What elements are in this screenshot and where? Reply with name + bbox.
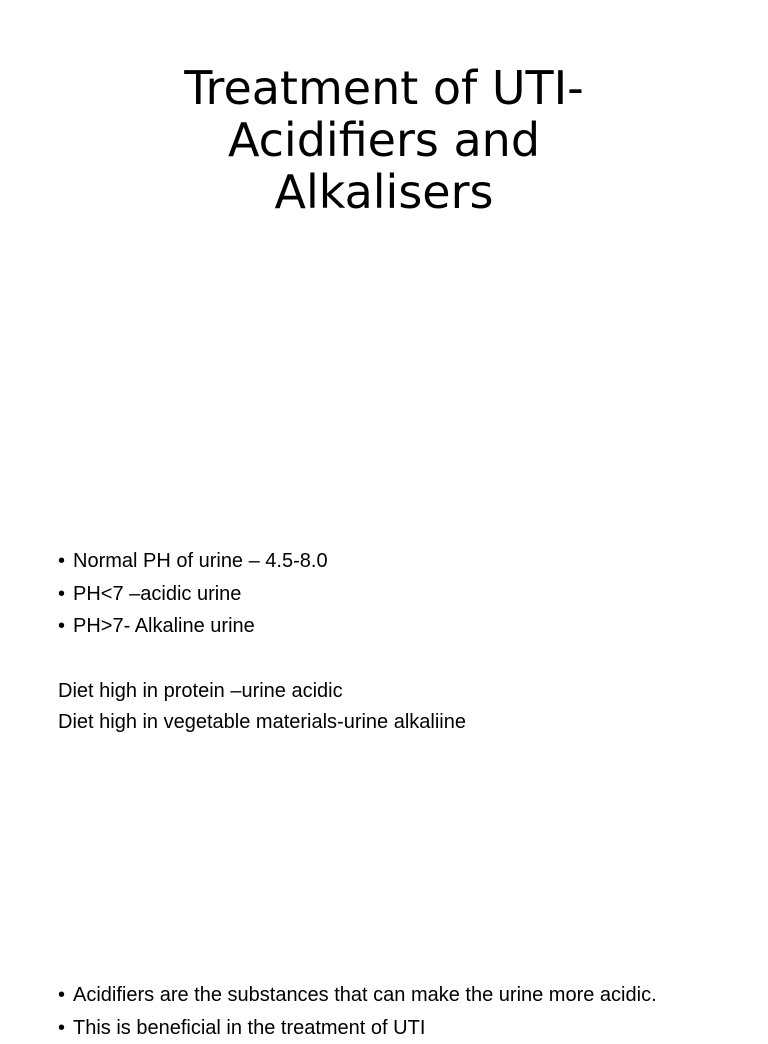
acidifier-bullet-item: • Acidifiers are the substances that can make the urine more acidic.	[58, 979, 657, 1012]
slide-title	[0, 62, 768, 218]
title-line: Treatment of UTI-	[0, 62, 768, 114]
ph-bullet-list	[58, 545, 328, 643]
ph-bullet-item: • PH>7- Alkaline urine	[58, 610, 328, 643]
diet-line: Diet high in protein –urine acidic	[58, 676, 466, 707]
acidifier-bullet-item: • This is beneficial in the treatment of UTI	[58, 1012, 657, 1044]
diet-notes	[58, 676, 466, 738]
ph-bullet-item: • Normal PH of urine – 4.5-8.0	[58, 545, 328, 578]
diet-line: Diet high in vegetable materials-urine alkaliine	[58, 707, 466, 738]
title-line: Alkalisers	[0, 166, 768, 218]
title-line: Acidifiers and	[0, 114, 768, 166]
ph-bullet-item: • PH<7 –acidic urine	[58, 578, 328, 611]
acidifier-bullet-list	[58, 979, 657, 1044]
